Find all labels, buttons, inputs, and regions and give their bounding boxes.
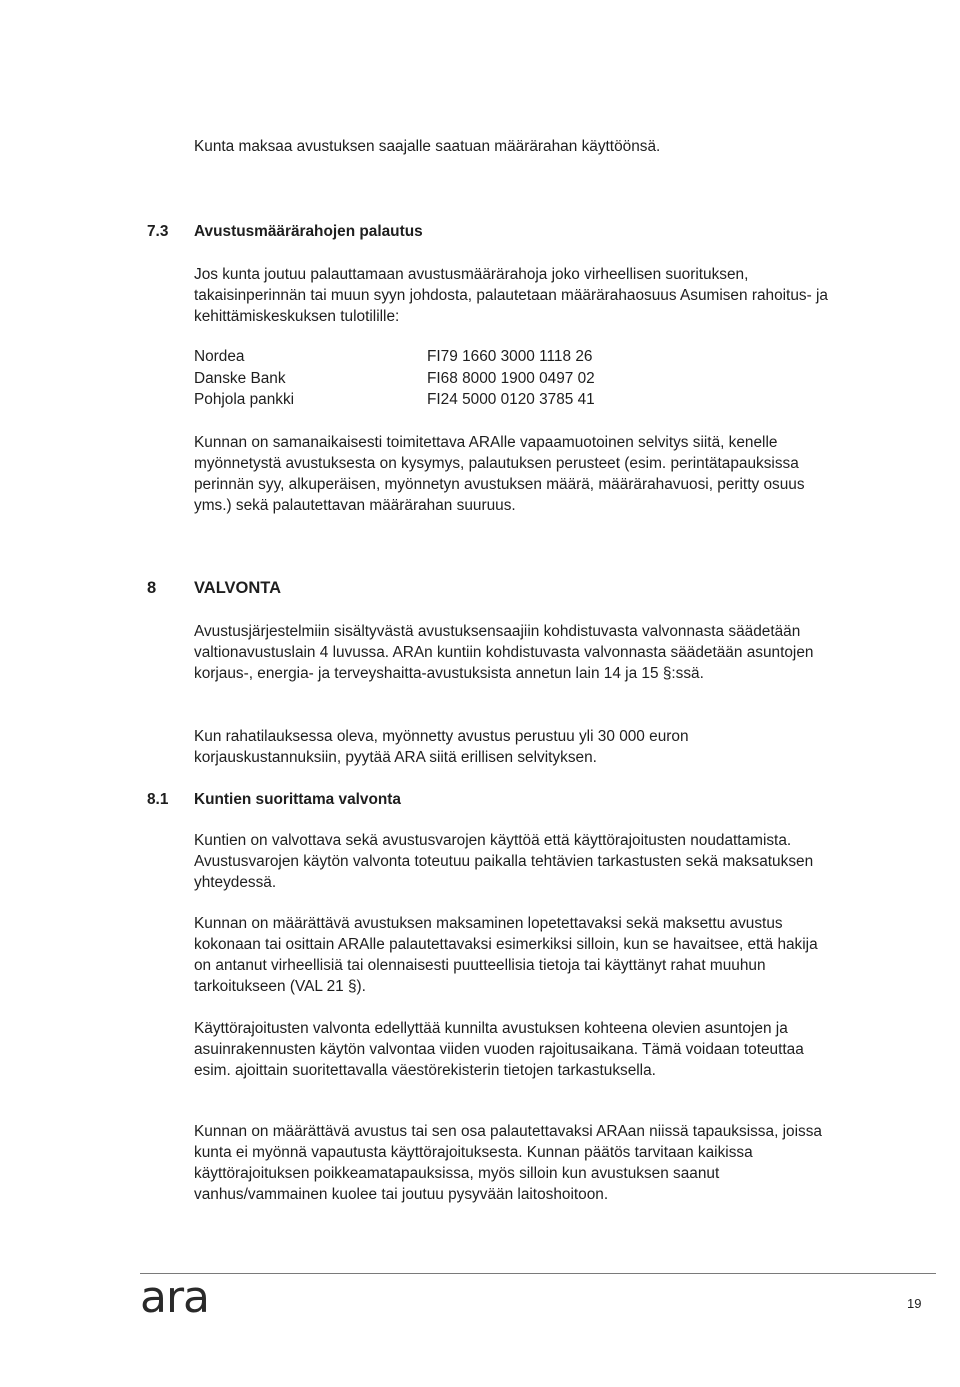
section-7-3-paragraph-2: Kunnan on samanaikaisesti toimitettava ARAlle vapaamuotoinen selvitys siitä, kenelle myönnetystä avustuksesta on kysymys, palautuksen perusteet (esim. perintätapauksissa perinnän syy, alkuperäisen, myönnetyn avustuksen määrä, määrärahavuosi, peritty osuus yms.) sekä palautettavan määrärahan suuruus. <box>194 434 805 514</box>
bank-iban: FI24 5000 0120 3785 41 <box>427 391 595 408</box>
footer-divider <box>140 1273 936 1274</box>
section-8-paragraph-2: Kun rahatilauksessa oleva, myönnetty avustus perustuu yli 30 000 euron korjauskustannuksiin, pyytää ARA siitä erillisen selvityksen. <box>194 728 689 766</box>
section-8-1-title: Kuntien suorittama valvonta <box>194 791 401 808</box>
section-8-1-paragraph-1: Kuntien on valvottava sekä avustusvarojen käyttöä että käyttörajoitusten noudattamista. Avustusvarojen käytön valvonta toteutuu paikalla tehtävien tarkastusten sekä maksatuksen yhteydessä. <box>194 832 814 891</box>
section-8-1-paragraph-4: Kunnan on määrättävä avustus tai sen osa palautettavaksi ARAan niissä tapauksissa, joissa kunta ei myönnä vapautusta käyttörajoituksesta. Kunnan päätös tarvitaan kaikissa käyttörajoituksen poikkeamatapauksissa, myös silloin kun avustuksen saanut vanhus/vammainen kuolee tai joutuu pysyvään laitoshoitoon. <box>194 1123 822 1203</box>
page-number: 19 <box>907 1296 922 1311</box>
bank-name: Danske Bank <box>194 369 286 387</box>
intro-paragraph: Kunta maksaa avustuksen saajalle saatuan määrärahan käyttöönsä. <box>194 138 661 155</box>
section-7-3-paragraph-1: Jos kunta joutuu palauttamaan avustusmäärärahoja joko virheellisen suorituksen, takaisinperinnän tai muun syyn johdosta, palautetaan määrärahaosuus Asumisen rahoitus- ja kehittämiskeskuksen tulotilille: <box>194 266 828 325</box>
bank-name: Pohjola pankki <box>194 391 295 408</box>
section-8-1-paragraph-2: Kunnan on määrättävä avustuksen maksaminen lopetettavaksi sekä maksettu avustus kokonaan tai osittain ARAlle palautettavaksi esimerkiksi silloin, kun se havaitsee, että hakija on antanut virheellisiä tai olennaisesti puutteellisia tietoja tai käyttänyt rahat muuhun tarkoitukseen (VAL 21 §). <box>194 915 818 995</box>
bank-row <box>194 346 694 368</box>
section-8-1-paragraph-3: Käyttörajoitusten valvonta edellyttää kunnilta avustuksen kohteena olevien asuntojen ja asuinrakennusten käytön valvontaa viiden vuoden rajoitusaikana. Tämä voidaan toteuttaa esim. ajoittain suoritettavalla väestörekisterin tietojen tarkastuksella. <box>194 1020 804 1079</box>
section-8-title: VALVONTA <box>194 579 282 597</box>
section-7-3-number: 7.3 <box>147 223 169 240</box>
bank-name: Nordea <box>194 348 245 365</box>
section-8-number: 8 <box>147 579 157 597</box>
section-7-3-title: Avustusmäärärahojen palautus <box>194 223 423 240</box>
bank-iban: FI79 1660 3000 1118 26 <box>427 348 593 365</box>
bank-iban: FI68 8000 1900 0497 02 <box>427 369 595 387</box>
bank-account-list <box>194 346 694 411</box>
bank-row <box>194 389 694 411</box>
section-8-1-number: 8.1 <box>147 791 169 808</box>
ara-logo: ara <box>140 1272 210 1323</box>
bank-row <box>194 368 694 390</box>
section-8-paragraph-1: Avustusjärjestelmiin sisältyvästä avustuksensaajiin kohdistuvasta valvonnasta säädetään valtionavustuslain 4 luvussa. ARAn kuntiin kohdistuvasta valvonnasta säädetään asuntojen korjaus-, energia- ja terveyshaitta-avustuksista annetun lain 14 ja 15 §:ssä. <box>194 623 814 682</box>
